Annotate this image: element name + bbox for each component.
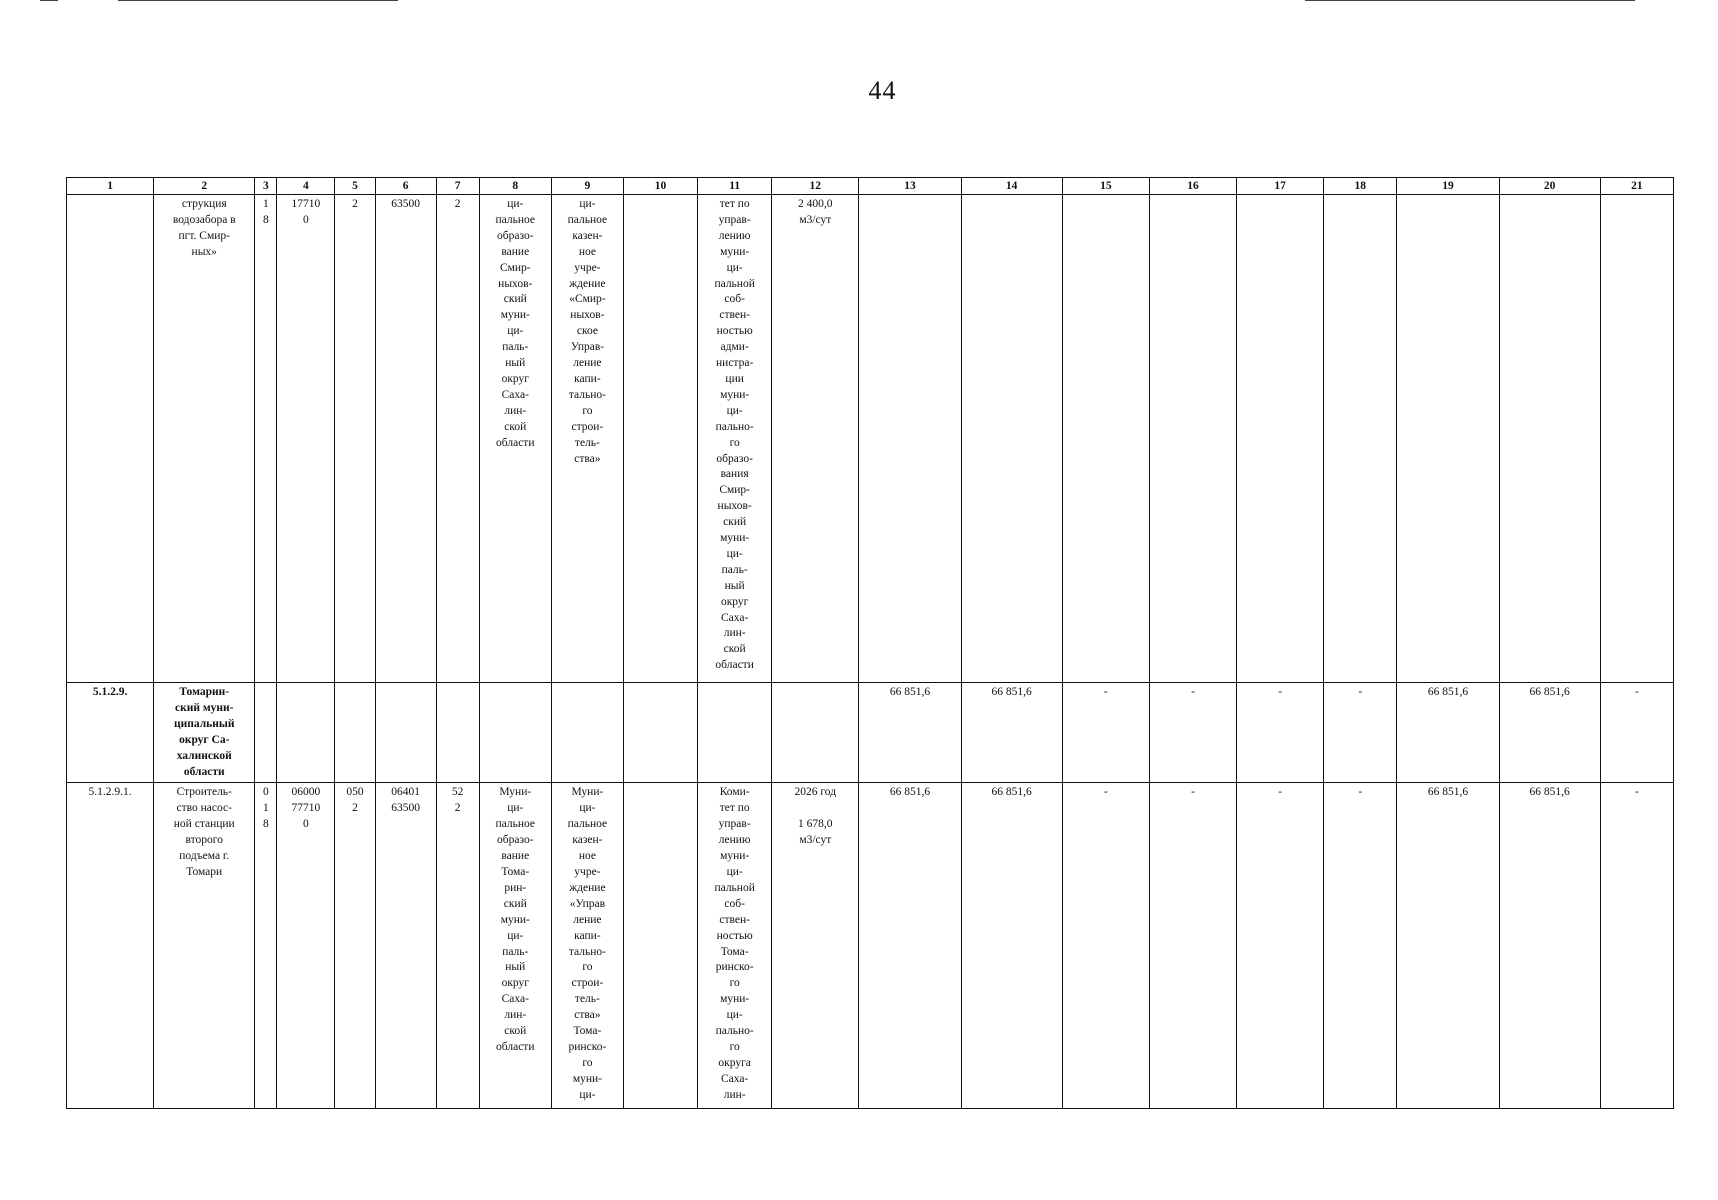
table-cell: тет по управ- лению муни- ци- пальной соб- ствен- ностью адми- нистра- ции муни- ци- пально- го образо- вания Смир- ныхов- ский муни- ци- паль- ный округ Саха- лин- ской области <box>698 195 772 683</box>
table-cell <box>1600 195 1673 683</box>
header-cell: 2 <box>154 178 255 195</box>
amount-cell: 66 851,6 <box>961 683 1062 783</box>
header-cell: 4 <box>277 178 335 195</box>
amount-cell: 66 851,6 <box>961 783 1062 1109</box>
amount-cell: - <box>1149 683 1236 783</box>
table-cell <box>1062 195 1149 683</box>
scan-artifact-line <box>1305 0 1635 1</box>
amount-cell: - <box>1324 683 1397 783</box>
scan-artifact-line <box>118 0 398 1</box>
table-cell <box>698 683 772 783</box>
amount-cell: - <box>1600 683 1673 783</box>
table-cell <box>255 683 277 783</box>
header-cell: 11 <box>698 178 772 195</box>
table-cell: Муни- ци- пальное казен- ное учре- ждение «Управ ление капи- тально- го строи- тель- ства» Тома- ринско- го муни- ци- <box>551 783 623 1109</box>
table-cell: Муни- ци- пальное образо- вание Тома- рин- ский муни- ци- паль- ный округ Саха- лин- ской области <box>479 783 551 1109</box>
header-cell: 6 <box>375 178 436 195</box>
amount-cell: - <box>1062 783 1149 1109</box>
header-cell: 13 <box>859 178 961 195</box>
amount-cell: 66 851,6 <box>1499 783 1600 1109</box>
header-cell: 9 <box>551 178 623 195</box>
amount-cell: 66 851,6 <box>859 783 961 1109</box>
budget-table <box>66 177 1674 1109</box>
amount-cell: 66 851,6 <box>1397 783 1499 1109</box>
table-cell <box>623 683 697 783</box>
table-cell: 0 1 8 <box>255 783 277 1109</box>
amount-cell: 66 851,6 <box>1499 683 1600 783</box>
header-cell: 17 <box>1237 178 1324 195</box>
header-cell: 21 <box>1600 178 1673 195</box>
header-cell: 18 <box>1324 178 1397 195</box>
table-cell <box>1397 195 1499 683</box>
table-cell: 050 2 <box>335 783 375 1109</box>
amount-cell: - <box>1237 683 1324 783</box>
table-cell: 52 2 <box>436 783 479 1109</box>
table-cell <box>277 683 335 783</box>
table-cell: 2 <box>335 195 375 683</box>
row-number-cell: 5.1.2.9. <box>67 683 154 783</box>
header-cell: 12 <box>772 178 859 195</box>
amount-cell: 66 851,6 <box>1397 683 1499 783</box>
object-name-cell: Томарин- ский муни- ципальный округ Са- халинской области <box>154 683 255 783</box>
table-row <box>67 195 1674 683</box>
table-cell <box>1499 195 1600 683</box>
table-row <box>67 683 1674 783</box>
table-cell <box>859 195 961 683</box>
header-cell: 14 <box>961 178 1062 195</box>
table-cell: 17710 0 <box>277 195 335 683</box>
header-row <box>67 178 1674 195</box>
table-cell: 06401 63500 <box>375 783 436 1109</box>
table-cell: 2026 год 1 678,0 м3/сут <box>772 783 859 1109</box>
table-cell: Коми- тет по управ- лению муни- ци- пальной соб- ствен- ностью Тома- ринско- го муни- ци- пально- го округа Саха- лин- <box>698 783 772 1109</box>
amount-cell: - <box>1149 783 1236 1109</box>
amount-cell: - <box>1237 783 1324 1109</box>
table-cell: 2 400,0 м3/сут <box>772 195 859 683</box>
table-cell <box>623 783 697 1109</box>
table-cell: 06000 77710 0 <box>277 783 335 1109</box>
row-number-cell: 5.1.2.9.1. <box>67 783 154 1109</box>
table-cell <box>772 683 859 783</box>
header-cell: 19 <box>1397 178 1499 195</box>
table-cell: ци- пальное образо- вание Смир- ныхов- ский муни- ци- паль- ный округ Саха- лин- ской области <box>479 195 551 683</box>
table-cell <box>436 683 479 783</box>
header-cell: 1 <box>67 178 154 195</box>
table-cell: 1 8 <box>255 195 277 683</box>
amount-cell: - <box>1324 783 1397 1109</box>
table-cell <box>623 195 697 683</box>
page-number: 44 <box>868 76 897 105</box>
row-number-cell <box>67 195 154 683</box>
table-cell <box>479 683 551 783</box>
amount-cell: - <box>1600 783 1673 1109</box>
amount-cell: 66 851,6 <box>859 683 961 783</box>
table-cell: ци- пальное казен- ное учре- ждение «Смир- ныхов- ское Управ- ление капи- тально- го строи- тель- ства» <box>551 195 623 683</box>
table-row <box>67 783 1674 1109</box>
object-name-cell: Строитель- ство насос- ной станции второго подъема г. Томари <box>154 783 255 1109</box>
table-cell <box>1324 195 1397 683</box>
table-cell: 63500 <box>375 195 436 683</box>
header-cell: 5 <box>335 178 375 195</box>
header-cell: 3 <box>255 178 277 195</box>
table-cell <box>1237 195 1324 683</box>
table-cell <box>335 683 375 783</box>
scan-artifact-line <box>40 0 58 1</box>
object-name-cell: струкция водозабора в пгт. Смир- ных» <box>154 195 255 683</box>
header-cell: 20 <box>1499 178 1600 195</box>
amount-cell: - <box>1062 683 1149 783</box>
header-cell: 7 <box>436 178 479 195</box>
header-cell: 16 <box>1149 178 1236 195</box>
table-cell: 2 <box>436 195 479 683</box>
table-cell <box>551 683 623 783</box>
header-cell: 8 <box>479 178 551 195</box>
table-cell <box>1149 195 1236 683</box>
header-cell: 15 <box>1062 178 1149 195</box>
header-cell: 10 <box>623 178 697 195</box>
table-cell <box>961 195 1062 683</box>
table-cell <box>375 683 436 783</box>
